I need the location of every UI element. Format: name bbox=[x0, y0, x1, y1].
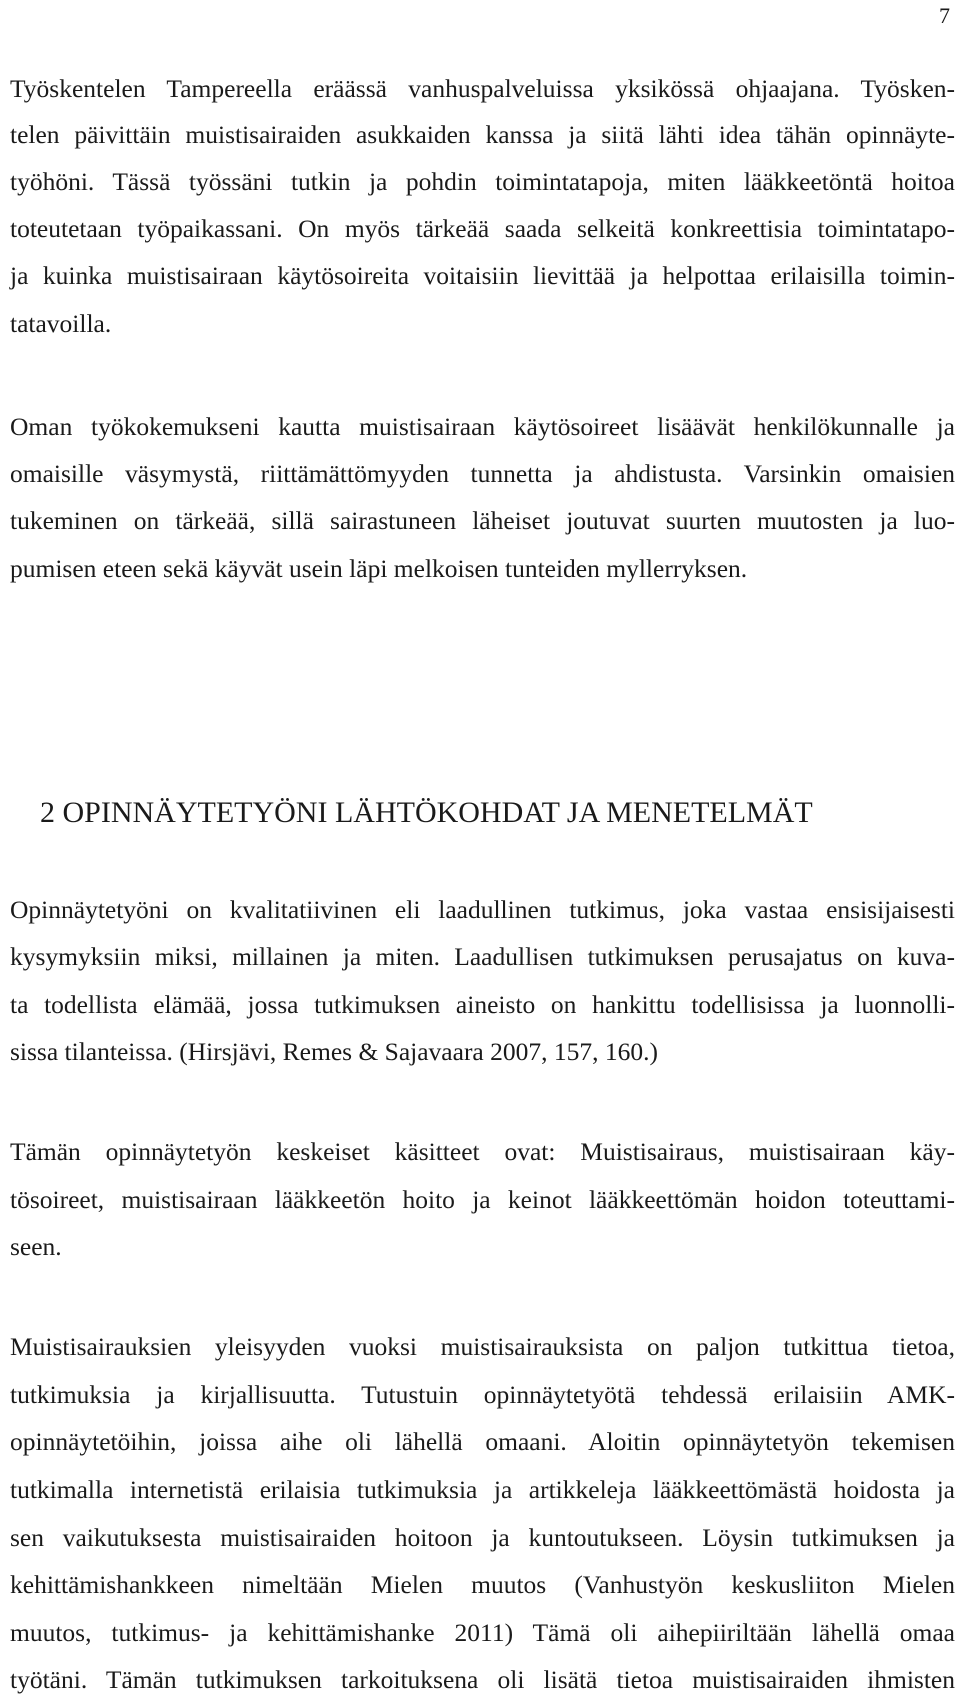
paragraph-2-line-1: Oman työkokemukseni kautta muistisairaan käytösoireet lisäävät henkilökunnalle ja bbox=[10, 412, 955, 441]
paragraph-5-line-8: työtäni. Tämän tutkimuksen tarkoituksena oli lisätä tietoa muistisairaiden ihmisten bbox=[10, 1665, 955, 1694]
paragraph-3-line-2: kysymyksiin miksi, millainen ja miten. Laadullisen tutkimuksen perusajatus on kuva- bbox=[10, 942, 955, 971]
paragraph-5-line-2: tutkimuksia ja kirjallisuutta. Tutustuin opinnäytetyötä tehdessä erilaisiin AMK- bbox=[10, 1380, 955, 1409]
paragraph-5-line-4: tutkimalla internetistä erilaisia tutkimuksia ja artikkeleja lääkkeettömästä hoidosta ja bbox=[10, 1475, 955, 1504]
paragraph-2-line-4: pumisen eteen sekä käyvät usein läpi melkoisen tunteiden myllerryksen. bbox=[10, 554, 748, 583]
paragraph-1-line-3: työhöni. Tässä työssäni tutkin ja pohdin toimintatapoja, miten lääkkeetöntä hoitoa bbox=[10, 167, 955, 196]
paragraph-1-line-5: ja kuinka muistisairaan käytösoireita voitaisiin lievittää ja helpottaa erilaisilla toimin- bbox=[10, 261, 955, 290]
paragraph-5-line-1: Muistisairauksien yleisyyden vuoksi muistisairauksista on paljon tutkittua tietoa, bbox=[10, 1332, 955, 1361]
paragraph-4-line-2: tösoireet, muistisairaan lääkkeetön hoito ja keinot lääkkeettömän hoidon toteuttami- bbox=[10, 1185, 955, 1214]
paragraph-2-line-2: omaisille väsymystä, riittämättömyyden tunnetta ja ahdistusta. Varsinkin omaisien bbox=[10, 459, 955, 488]
paragraph-2-line-3: tukeminen on tärkeää, sillä sairastuneen läheiset joutuvat suurten muutosten ja luo- bbox=[10, 506, 955, 535]
paragraph-5-line-7: muutos, tutkimus- ja kehittämishanke 2011) Tämä oli aihepiiriltään lähellä omaa bbox=[10, 1618, 955, 1647]
paragraph-5-line-3: opinnäytetöihin, joissa aihe oli lähellä omaani. Aloitin opinnäytetyön tekemisen bbox=[10, 1427, 955, 1456]
paragraph-4-line-3: seen. bbox=[10, 1232, 62, 1261]
paragraph-1-line-4: toteutetaan työpaikassani. On myös tärkeää saada selkeitä konkreettisia toimintatapo- bbox=[10, 214, 955, 243]
paragraph-1-line-6: tatavoilla. bbox=[10, 309, 112, 338]
paragraph-3-line-3: ta todellista elämää, jossa tutkimuksen aineisto on hankittu todellisissa ja luonnolli- bbox=[10, 990, 955, 1019]
section-heading: 2 OPINNÄYTETYÖNI LÄHTÖKOHDAT JA MENETELMÄT bbox=[40, 796, 813, 829]
paragraph-5-line-6: kehittämishankkeen nimeltään Mielen muutos (Vanhustyön keskusliiton Mielen bbox=[10, 1570, 955, 1599]
paragraph-1-line-2: telen päivittäin muistisairaiden asukkaiden kanssa ja siitä lähti idea tähän opinnäyte- bbox=[10, 120, 955, 149]
paragraph-5-line-5: sen vaikutuksesta muistisairaiden hoitoon ja kuntoutukseen. Löysin tutkimuksen ja bbox=[10, 1523, 955, 1552]
paragraph-4-line-1: Tämän opinnäytetyön keskeiset käsitteet ovat: Muistisairaus, muistisairaan käy- bbox=[10, 1137, 955, 1166]
page-number: 7 bbox=[939, 3, 950, 28]
paragraph-1-line-1: Työskentelen Tampereella eräässä vanhuspalveluissa yksikössä ohjaajana. Työsken- bbox=[10, 74, 955, 103]
paragraph-3-line-4: sissa tilanteissa. (Hirsjävi, Remes & Sajavaara 2007, 157, 160.) bbox=[10, 1037, 658, 1066]
paragraph-3-line-1: Opinnäytetyöni on kvalitatiivinen eli laadullinen tutkimus, joka vastaa ensisijaisesti bbox=[10, 895, 955, 924]
